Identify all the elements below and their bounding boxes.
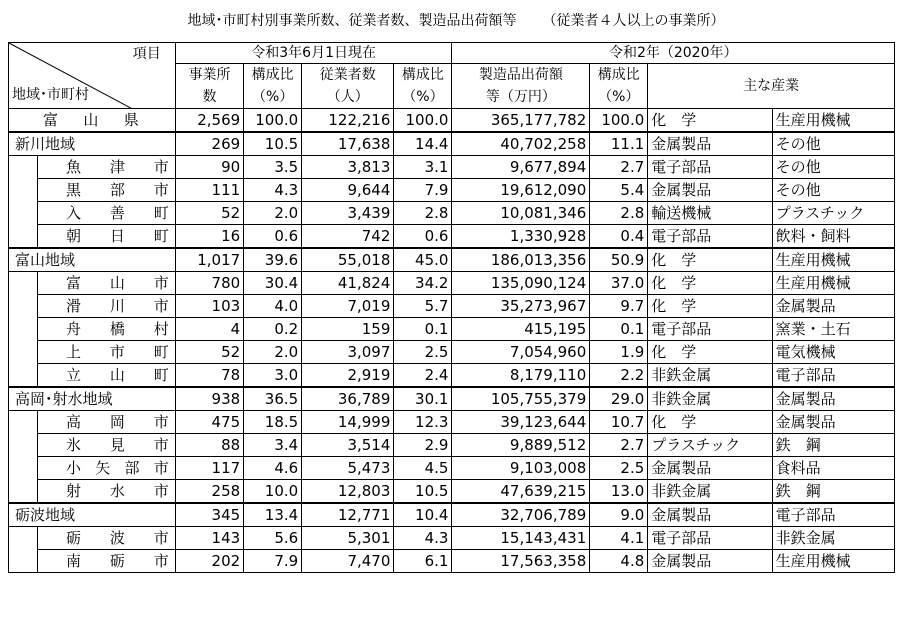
- col-shipments-line2: 等（万円）: [452, 86, 590, 109]
- employees-value: 3,097: [302, 341, 394, 364]
- main-industry-2: 電気機械: [772, 341, 894, 364]
- title-note: （従業者４人以上の事業所）: [542, 13, 725, 29]
- region-name: 高岡･射水地域: [9, 387, 176, 411]
- area-name: 黒部市: [38, 179, 176, 202]
- establishments-value: 103: [175, 295, 243, 318]
- main-industry-1: 非鉄金属: [648, 364, 772, 388]
- indent-cell: [9, 272, 38, 295]
- shipments-value: 15,143,431: [452, 527, 590, 550]
- area-name: 上市町: [38, 341, 176, 364]
- main-industry-2: 生産用機械: [772, 550, 894, 573]
- establishments-value: 2,569: [175, 109, 243, 133]
- employees-ratio: 6.1: [394, 550, 452, 573]
- shipments-value: 40,702,258: [452, 132, 590, 156]
- establishments-value: 117: [175, 457, 243, 480]
- area-name: 小矢部市: [38, 457, 176, 480]
- establishments-value: 52: [175, 202, 243, 225]
- indent-cell: [9, 225, 38, 249]
- employees-ratio: 0.6: [394, 225, 452, 249]
- table-row: [9, 457, 895, 480]
- prefecture-name: 富 山 県: [9, 109, 176, 133]
- main-industry-2: 金属製品: [772, 411, 894, 434]
- table-row: [9, 503, 895, 527]
- col-ship-ratio-line1: 構成比: [590, 64, 648, 87]
- establishments-value: 938: [175, 387, 243, 411]
- establishments-ratio: 0.6: [244, 225, 302, 249]
- shipments-ratio: 11.1: [590, 132, 648, 156]
- col-emp-ratio-line2: （%）: [394, 86, 452, 109]
- period2-header: 令和2年（2020年）: [452, 43, 895, 64]
- shipments-ratio: 2.7: [590, 156, 648, 179]
- shipments-ratio: 13.0: [590, 480, 648, 504]
- table-row: [9, 527, 895, 550]
- establishments-value: 90: [175, 156, 243, 179]
- establishments-ratio: 5.6: [244, 527, 302, 550]
- col-establishments-line2: 数: [175, 86, 243, 109]
- header-row-1: [9, 43, 895, 64]
- establishments-value: 345: [175, 503, 243, 527]
- shipments-value: 35,273,967: [452, 295, 590, 318]
- main-industry-1: プラスチック: [648, 434, 772, 457]
- main-industry-2: 窯業・土石: [772, 318, 894, 341]
- main-industry-1: 非鉄金属: [648, 480, 772, 504]
- shipments-ratio: 29.0: [590, 387, 648, 411]
- main-industry-2: 生産用機械: [772, 272, 894, 295]
- area-name: 朝日町: [38, 225, 176, 249]
- col-employees-line2: （人）: [302, 86, 394, 109]
- shipments-value: 105,755,379: [452, 387, 590, 411]
- employees-ratio: 7.9: [394, 179, 452, 202]
- shipments-value: 17,563,358: [452, 550, 590, 573]
- indent-cell: [9, 364, 38, 388]
- shipments-value: 1,330,928: [452, 225, 590, 249]
- employees-ratio: 30.1: [394, 387, 452, 411]
- table-body: [9, 109, 895, 573]
- indent-cell: [9, 527, 38, 550]
- establishments-ratio: 4.6: [244, 457, 302, 480]
- establishments-value: 4: [175, 318, 243, 341]
- main-industry-2: その他: [772, 179, 894, 202]
- shipments-ratio: 5.4: [590, 179, 648, 202]
- shipments-value: 365,177,782: [452, 109, 590, 133]
- indent-cell: [9, 457, 38, 480]
- area-name: 南砺市: [38, 550, 176, 573]
- establishments-value: 202: [175, 550, 243, 573]
- table-row: [9, 156, 895, 179]
- table-row: [9, 364, 895, 388]
- table-row: [9, 480, 895, 504]
- establishments-ratio: 4.0: [244, 295, 302, 318]
- establishments-value: 475: [175, 411, 243, 434]
- main-industry-1: 化 学: [648, 248, 772, 272]
- main-industry-1: 化 学: [648, 411, 772, 434]
- employees-value: 5,473: [302, 457, 394, 480]
- shipments-ratio: 9.7: [590, 295, 648, 318]
- area-name: 入善町: [38, 202, 176, 225]
- main-industry-2: 食料品: [772, 457, 894, 480]
- col-employees-line1: 従業者数: [302, 64, 394, 87]
- establishments-ratio: 39.6: [244, 248, 302, 272]
- main-industry-1: 非鉄金属: [648, 387, 772, 411]
- region-name: 砺波地域: [9, 503, 176, 527]
- main-industry-1: 金属製品: [648, 550, 772, 573]
- establishments-ratio: 4.3: [244, 179, 302, 202]
- main-industry-1: 金属製品: [648, 132, 772, 156]
- main-industry-2: 生産用機械: [772, 109, 894, 133]
- employees-value: 122,216: [302, 109, 394, 133]
- period1-header: 令和3年6月1日現在: [175, 43, 452, 64]
- employees-ratio: 45.0: [394, 248, 452, 272]
- shipments-value: 186,013,356: [452, 248, 590, 272]
- employees-ratio: 34.2: [394, 272, 452, 295]
- employees-value: 159: [302, 318, 394, 341]
- establishments-value: 258: [175, 480, 243, 504]
- employees-value: 7,470: [302, 550, 394, 573]
- title-text: 地域･市町村別事業所数、従業者数、製造品出荷額等: [187, 13, 517, 29]
- employees-ratio: 2.5: [394, 341, 452, 364]
- indent-cell: [9, 295, 38, 318]
- col-ship-ratio-line2: （%）: [590, 86, 648, 109]
- shipments-ratio: 100.0: [590, 109, 648, 133]
- employees-ratio: 5.7: [394, 295, 452, 318]
- item-label: 項目: [132, 46, 161, 62]
- shipments-value: 39,123,644: [452, 411, 590, 434]
- establishments-value: 16: [175, 225, 243, 249]
- indent-cell: [9, 480, 38, 504]
- establishments-value: 1,017: [175, 248, 243, 272]
- shipments-ratio: 2.5: [590, 457, 648, 480]
- employees-ratio: 2.4: [394, 364, 452, 388]
- shipments-ratio: 4.8: [590, 550, 648, 573]
- shipments-value: 47,639,215: [452, 480, 590, 504]
- area-name: 富山市: [38, 272, 176, 295]
- col-main-industry: 主な産業: [648, 64, 895, 109]
- employees-value: 14,999: [302, 411, 394, 434]
- main-industry-1: 電子部品: [648, 527, 772, 550]
- employees-value: 742: [302, 225, 394, 249]
- employees-ratio: 0.1: [394, 318, 452, 341]
- employees-value: 36,789: [302, 387, 394, 411]
- employees-ratio: 12.3: [394, 411, 452, 434]
- employees-value: 55,018: [302, 248, 394, 272]
- shipments-value: 8,179,110: [452, 364, 590, 388]
- shipments-value: 9,889,512: [452, 434, 590, 457]
- establishments-ratio: 2.0: [244, 202, 302, 225]
- employees-ratio: 14.4: [394, 132, 452, 156]
- area-name: 氷見市: [38, 434, 176, 457]
- establishments-ratio: 18.5: [244, 411, 302, 434]
- area-name: 砺波市: [38, 527, 176, 550]
- main-industry-1: 電子部品: [648, 318, 772, 341]
- indent-cell: [9, 434, 38, 457]
- page-title: [0, 10, 912, 30]
- shipments-ratio: 2.8: [590, 202, 648, 225]
- table-row: [9, 179, 895, 202]
- shipments-ratio: 0.4: [590, 225, 648, 249]
- main-industry-2: プラスチック: [772, 202, 894, 225]
- area-name: 高岡市: [38, 411, 176, 434]
- shipments-value: 9,103,008: [452, 457, 590, 480]
- shipments-value: 10,081,346: [452, 202, 590, 225]
- establishments-ratio: 30.4: [244, 272, 302, 295]
- employees-value: 5,301: [302, 527, 394, 550]
- main-industry-2: 非鉄金属: [772, 527, 894, 550]
- employees-value: 12,771: [302, 503, 394, 527]
- table-row: [9, 295, 895, 318]
- main-industry-2: その他: [772, 132, 894, 156]
- table-row: [9, 202, 895, 225]
- col-establishments-line1: 事業所: [175, 64, 243, 87]
- employees-value: 3,813: [302, 156, 394, 179]
- indent-cell: [9, 202, 38, 225]
- statistics-table: [8, 42, 895, 573]
- area-name: 滑川市: [38, 295, 176, 318]
- employees-value: 3,439: [302, 202, 394, 225]
- area-name: 魚津市: [38, 156, 176, 179]
- table-row: [9, 411, 895, 434]
- employees-ratio: 4.5: [394, 457, 452, 480]
- table-row: [9, 109, 895, 133]
- table-row: [9, 341, 895, 364]
- main-industry-2: 生産用機械: [772, 248, 894, 272]
- shipments-ratio: 0.1: [590, 318, 648, 341]
- employees-value: 17,638: [302, 132, 394, 156]
- employees-value: 7,019: [302, 295, 394, 318]
- employees-ratio: 100.0: [394, 109, 452, 133]
- area-name: 舟橋村: [38, 318, 176, 341]
- col-emp-ratio-line1: 構成比: [394, 64, 452, 87]
- employees-ratio: 10.5: [394, 480, 452, 504]
- establishments-ratio: 2.0: [244, 341, 302, 364]
- shipments-ratio: 9.0: [590, 503, 648, 527]
- establishments-ratio: 3.4: [244, 434, 302, 457]
- table-row: [9, 434, 895, 457]
- area-name: 立山町: [38, 364, 176, 388]
- employees-ratio: 4.3: [394, 527, 452, 550]
- col-est-ratio-line2: （%）: [244, 86, 302, 109]
- main-industry-2: 金属製品: [772, 387, 894, 411]
- employees-value: 41,824: [302, 272, 394, 295]
- establishments-value: 52: [175, 341, 243, 364]
- main-industry-2: 鉄 鋼: [772, 434, 894, 457]
- table-row: [9, 225, 895, 249]
- indent-cell: [9, 550, 38, 573]
- establishments-ratio: 3.5: [244, 156, 302, 179]
- establishments-value: 269: [175, 132, 243, 156]
- establishments-value: 111: [175, 179, 243, 202]
- employees-ratio: 10.4: [394, 503, 452, 527]
- indent-cell: [9, 179, 38, 202]
- main-industry-1: 金属製品: [648, 503, 772, 527]
- main-industry-1: 電子部品: [648, 225, 772, 249]
- employees-value: 12,803: [302, 480, 394, 504]
- shipments-value: 7,054,960: [452, 341, 590, 364]
- shipments-ratio: 2.7: [590, 434, 648, 457]
- area-name: 射水市: [38, 480, 176, 504]
- corner-header-cell: [9, 43, 176, 109]
- shipments-value: 135,090,124: [452, 272, 590, 295]
- main-industry-1: 金属製品: [648, 179, 772, 202]
- indent-cell: [9, 156, 38, 179]
- indent-cell: [9, 318, 38, 341]
- indent-cell: [9, 341, 38, 364]
- main-industry-1: 化 学: [648, 295, 772, 318]
- employees-value: 9,644: [302, 179, 394, 202]
- establishments-ratio: 3.0: [244, 364, 302, 388]
- shipments-ratio: 10.7: [590, 411, 648, 434]
- shipments-value: 9,677,894: [452, 156, 590, 179]
- shipments-ratio: 4.1: [590, 527, 648, 550]
- main-industry-1: 化 学: [648, 272, 772, 295]
- indent-cell: [9, 411, 38, 434]
- main-industry-2: その他: [772, 156, 894, 179]
- establishments-value: 88: [175, 434, 243, 457]
- table-row: [9, 272, 895, 295]
- region-name: 富山地域: [9, 248, 176, 272]
- table-row: [9, 550, 895, 573]
- main-industry-1: 化 学: [648, 341, 772, 364]
- establishments-ratio: 13.4: [244, 503, 302, 527]
- shipments-ratio: 2.2: [590, 364, 648, 388]
- table-row: [9, 318, 895, 341]
- employees-ratio: 2.9: [394, 434, 452, 457]
- establishments-ratio: 0.2: [244, 318, 302, 341]
- main-industry-2: 電子部品: [772, 503, 894, 527]
- table-row: [9, 132, 895, 156]
- shipments-value: 32,706,789: [452, 503, 590, 527]
- shipments-ratio: 50.9: [590, 248, 648, 272]
- establishments-ratio: 10.0: [244, 480, 302, 504]
- col-shipments-line1: 製造品出荷額: [452, 64, 590, 87]
- main-industry-1: 化 学: [648, 109, 772, 133]
- employees-value: 2,919: [302, 364, 394, 388]
- establishments-value: 78: [175, 364, 243, 388]
- main-industry-1: 金属製品: [648, 457, 772, 480]
- col-est-ratio-line1: 構成比: [244, 64, 302, 87]
- main-industry-2: 飲料・飼料: [772, 225, 894, 249]
- main-industry-1: 電子部品: [648, 156, 772, 179]
- table-row: [9, 387, 895, 411]
- establishments-ratio: 10.5: [244, 132, 302, 156]
- table-row: [9, 248, 895, 272]
- main-industry-2: 金属製品: [772, 295, 894, 318]
- shipments-ratio: 1.9: [590, 341, 648, 364]
- shipments-value: 19,612,090: [452, 179, 590, 202]
- establishments-value: 780: [175, 272, 243, 295]
- area-label: 地域･市町村: [12, 87, 89, 103]
- main-industry-1: 輸送機械: [648, 202, 772, 225]
- employees-ratio: 3.1: [394, 156, 452, 179]
- establishments-value: 143: [175, 527, 243, 550]
- establishments-ratio: 36.5: [244, 387, 302, 411]
- region-name: 新川地域: [9, 132, 176, 156]
- employees-value: 3,514: [302, 434, 394, 457]
- main-industry-2: 鉄 鋼: [772, 480, 894, 504]
- shipments-value: 415,195: [452, 318, 590, 341]
- establishments-ratio: 7.9: [244, 550, 302, 573]
- establishments-ratio: 100.0: [244, 109, 302, 133]
- shipments-ratio: 37.0: [590, 272, 648, 295]
- employees-ratio: 2.8: [394, 202, 452, 225]
- main-industry-2: 電子部品: [772, 364, 894, 388]
